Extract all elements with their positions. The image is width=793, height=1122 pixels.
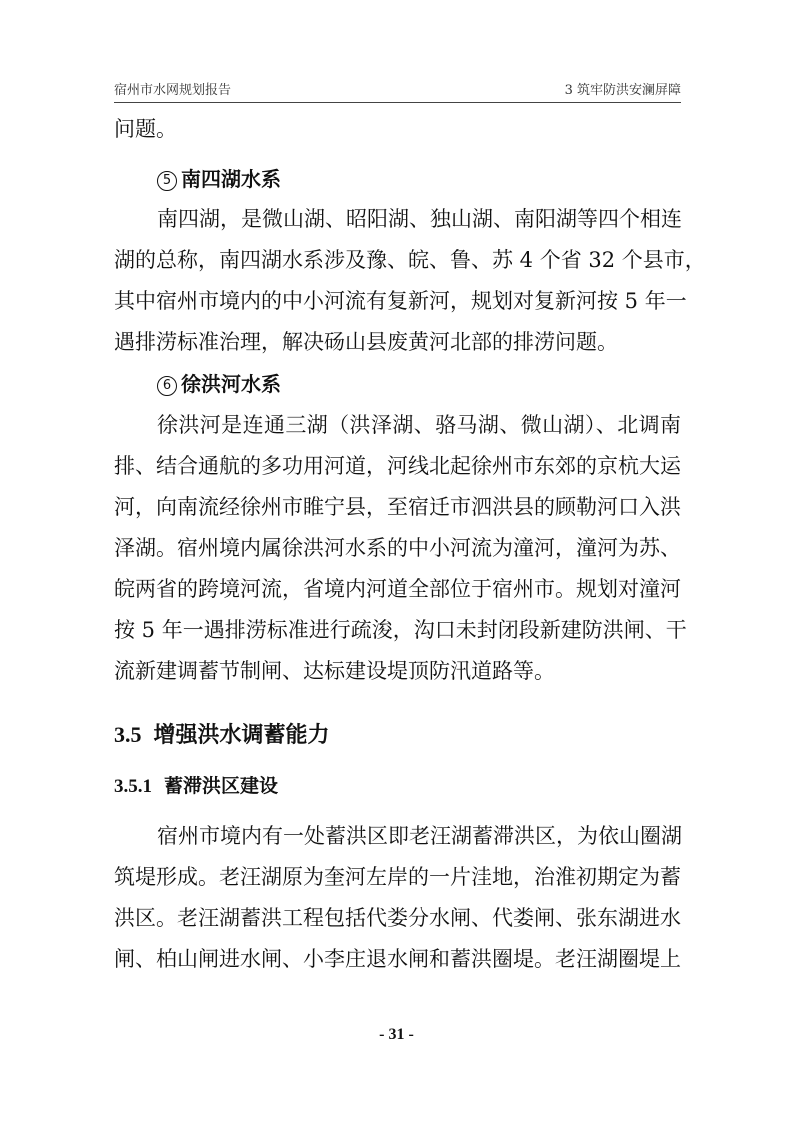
subsection-title: 蓄滞洪区建设: [164, 775, 279, 797]
body-line: 排、结合通航的多功用河道，河线北起徐州市东郊的京杭大运: [114, 454, 681, 478]
body-line: 遇排涝标准治理，解决砀山县废黄河北部的排涝问题。: [114, 330, 618, 354]
body-line: 洪区。老汪湖蓄洪工程包括代娄分水闸、代娄闸、张东湖进水: [114, 906, 681, 930]
body-line: 河，向南流经徐州市睢宁县，至宿迁市泗洪县的顾勒河口入洪: [114, 495, 681, 519]
circled-number-6: 6: [157, 376, 177, 396]
subsection-number: 3.5.1: [114, 776, 152, 797]
subheading-title: 南四湖水系: [181, 167, 281, 191]
body-line: 按 5 年一遇排涝标准进行疏浚，沟口未封闭段新建防洪闸、干: [114, 618, 687, 642]
page-number: - 31 -: [379, 1026, 414, 1043]
body-line: 流新建调蓄节制闸、达标建设堤顶防汛道路等。: [114, 659, 555, 683]
header-report-title: 宿州市水网规划报告: [114, 83, 232, 98]
running-header: [114, 80, 681, 103]
body-line: 其中宿州市境内的中小河流有复新河，规划对复新河按 5 年一: [114, 289, 687, 313]
body-line: 筑堤形成。老汪湖原为奎河左岸的一片洼地，治淮初期定为蓄: [114, 865, 681, 889]
body-line: 问题。: [114, 117, 177, 141]
header-chapter-title: 3 筑牢防洪安澜屏障: [564, 83, 681, 98]
body-line: 南四湖，是微山湖、昭阳湖、独山湖、南阳湖等四个相连: [157, 207, 682, 231]
body-line: 皖两省的跨境河流，省境内河道全部位于宿州市。规划对潼河: [114, 577, 681, 601]
body-line: 宿州市境内有一处蓄洪区即老汪湖蓄滞洪区，为依山圈湖: [157, 824, 682, 848]
body-line: 闸、柏山闸进水闸、小李庄退水闸和蓄洪圈堤。老汪湖圈堤上: [114, 947, 681, 971]
body-line: 徐洪河是连通三湖（洪泽湖、骆马湖、微山湖）、北调南: [157, 413, 681, 437]
section-heading: [114, 718, 330, 752]
body-line: 湖的总称，南四湖水系涉及豫、皖、鲁、苏 4 个省 32 个县市，: [114, 248, 706, 272]
subsection-heading: [114, 771, 278, 801]
subheading-xuhonghe: [157, 369, 281, 399]
section-number: 3.5: [114, 722, 142, 747]
body-line: 泽湖。宿州境内属徐洪河水系的中小河流为潼河，潼河为苏、: [114, 536, 681, 560]
subheading-title: 徐洪河水系: [181, 372, 281, 396]
section-title: 增强洪水调蓄能力: [153, 723, 330, 748]
circled-number-5: 5: [157, 171, 177, 191]
subheading-nansihu: [157, 164, 281, 194]
